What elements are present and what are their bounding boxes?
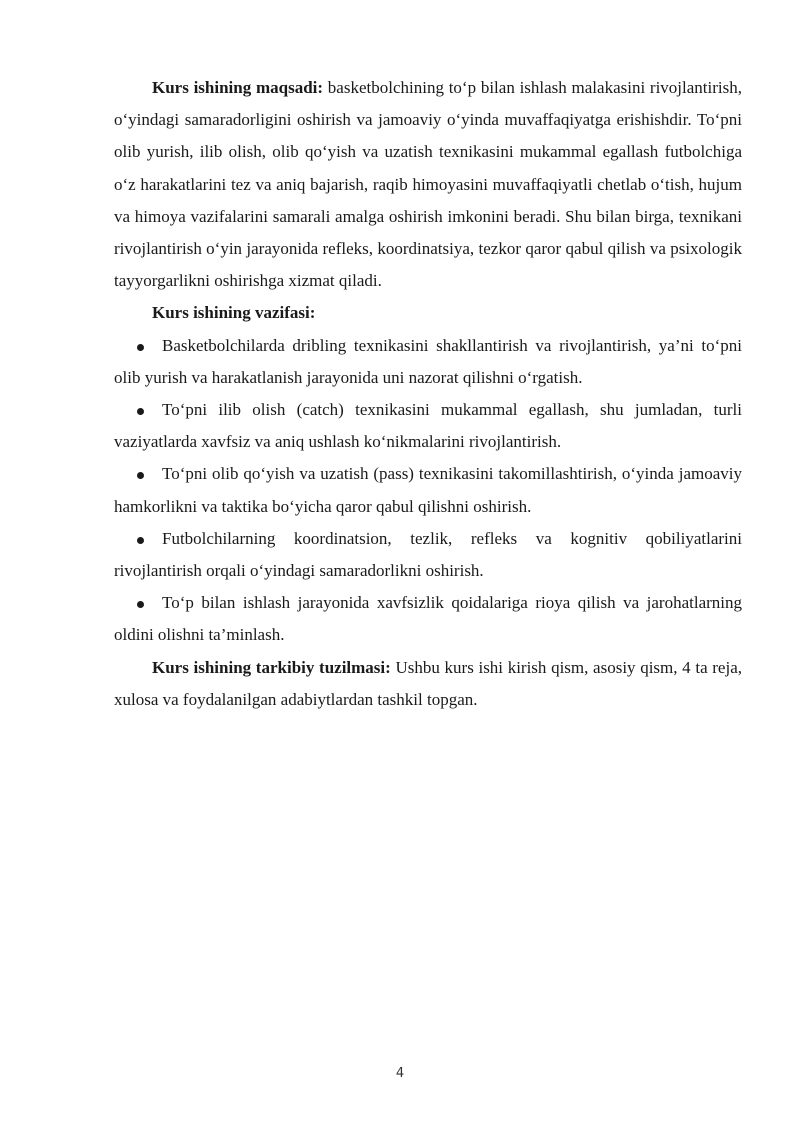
task-item [114,587,742,651]
goal-paragraph [114,72,742,297]
structure-label: Kurs ishining tarkibiy tuzilmasi: [152,657,391,677]
page-content [114,72,742,716]
bullet-icon [137,408,144,415]
task-item [114,330,742,394]
task-item-text: Futbolchilarning koordinatsion, tezlik, refleks va kognitiv qobiliyatlarini rivojlantirish orqali o‘yindagi samaradorlikni oshirish. [114,528,742,581]
structure-text: Ushbu kurs ishi kirish qism, asosiy qism, 4 ta reja, xulosa va foydalanilgan adabiytlardan tashkil topgan. [114,657,742,709]
task-item [114,394,742,458]
bullet-icon [137,472,144,479]
goal-text: basketbolchining to‘p bilan ishlash malakasini rivojlantirish, o‘yindagi samaradorligini oshirish va jamoaviy o‘yinda muvaffaqiyatga erishishdir. To‘pni olib yurish, ilib olish, olib qo‘yish va uzatish texnikasini mukammal egallash futbolchiga o‘z harakatlarini tez va aniq bajarish, raqib himoyasini muvaffaqiyatli chetlab o‘tish, hujum va himoya vazifalarini samarali amalga oshirish imkonini beradi. Shu bilan birga, texnikani rivojlantirish o‘yin jarayonida refleks, koordinatsiya, tezkor qaror qabul qilish va psixologik tayyorgarlikni oshirishga xizmat qiladi. [114,78,742,291]
bullet-icon [137,537,144,544]
task-item [114,523,742,587]
task-item-text: To‘pni ilib olish (catch) texnikasini mukammal egallash, shu jumladan, turli vaziyatlarda xavfsiz va aniq ushlash ko‘nikmalarini rivojlantirish. [114,400,742,452]
tasks-heading: Kurs ishining vazifasi: [152,303,316,323]
page-number: 4 [395,1066,405,1081]
task-item-text: To‘p bilan ishlash jarayonida xavfsizlik qoidalariga rioya qilish va jarohatlarning oldini olishni ta’minlash. [114,593,742,645]
bullet-icon [137,344,144,351]
task-item-text: To‘pni olib qo‘yish va uzatish (pass) texnikasini takomillashtirish, o‘yinda jamoaviy hamkorlikni va taktika bo‘yicha qaror qabul qilishni oshirish. [114,464,742,516]
goal-label: Kurs ishining maqsadi: [152,78,324,97]
task-item-text: Basketbolchilarda dribling texnikasini shakllantirish va rivojlantirish, ya’ni to‘pni olib yurish va harakatlanish jarayonida uni nazorat qilishni o‘rgatish. [114,335,742,387]
task-item [114,458,742,522]
structure-paragraph [114,652,742,716]
bullet-icon [137,601,144,608]
